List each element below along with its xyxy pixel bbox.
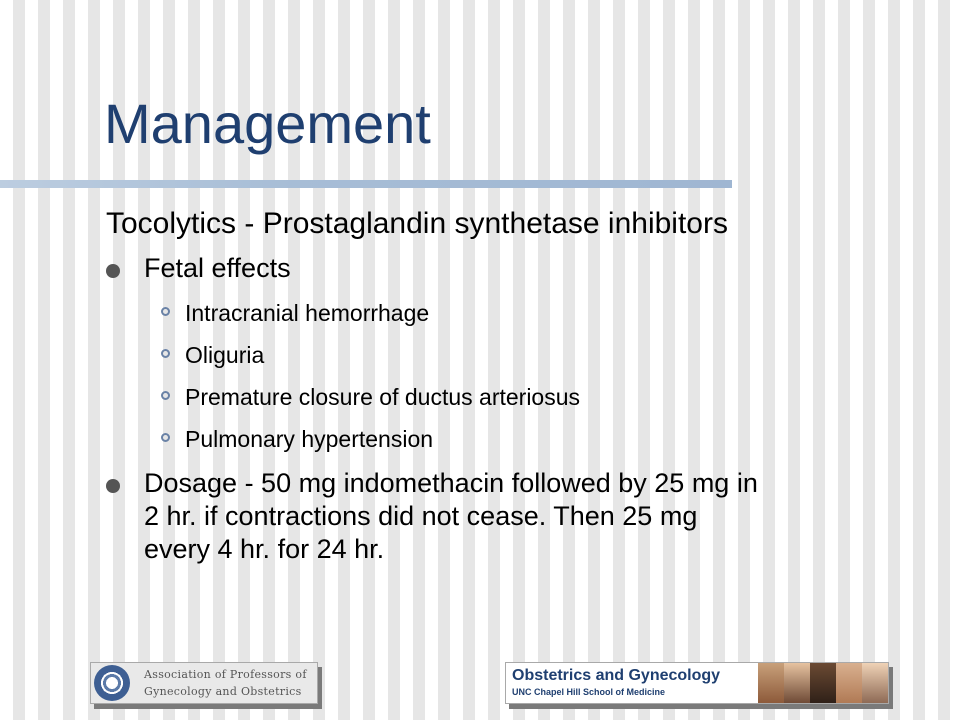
dosage-line-3: every 4 hr. for 24 hr. [144,534,385,564]
list-item-label: Premature closure of ductus arteriosus [185,384,581,410]
ring-bullet-icon [161,307,170,316]
unc-obgyn-logo [505,662,889,704]
list-item-label: Intracranial hemorrhage [185,300,430,326]
photo-image [758,663,784,703]
bullet-fetal-effects [106,252,946,285]
list-item [106,425,946,453]
apgo-logo-text [144,666,307,700]
apgo-logo-line-2: Gynecology and Obstetrics [144,685,302,698]
fetal-effects-list [106,299,946,453]
photo-strip [758,663,888,703]
list-item [106,299,946,327]
dosage-line-1: Dosage - 50 mg indomethacin followed by 25 mg in [144,468,758,498]
round-bullet-icon [106,264,120,278]
apgo-logo-line-1: Association of Professors of [144,668,307,681]
round-bullet-icon [106,479,120,493]
bullet-dosage [106,467,946,566]
list-item [106,341,946,369]
section-heading: Tocolytics - Prostaglandin synthetase inhibitors [106,207,728,240]
slide-title: Management [104,92,431,155]
seal-icon [94,665,130,701]
unc-obgyn-logo-subtitle: UNC Chapel Hill School of Medicine [512,687,666,697]
photo-image [784,663,810,703]
title-divider [0,180,732,188]
list-item [106,383,946,411]
unc-obgyn-logo-title: Obstetrics and Gynecology [512,667,721,684]
list-item-label: Pulmonary hypertension [185,426,434,452]
slide-body [106,206,946,566]
apgo-logo [90,662,318,704]
ring-bullet-icon [161,349,170,358]
ring-bullet-icon [161,391,170,400]
photo-image [810,663,836,703]
unc-obgyn-logo-text [506,663,752,703]
photo-image [862,663,888,703]
dosage-line-2: 2 hr. if contractions did not cease. Then 25 mg [144,501,698,531]
photo-image [836,663,862,703]
bullet-fetal-effects-label: Fetal effects [144,253,291,283]
ring-bullet-icon [161,433,170,442]
list-item-label: Oliguria [185,342,265,368]
